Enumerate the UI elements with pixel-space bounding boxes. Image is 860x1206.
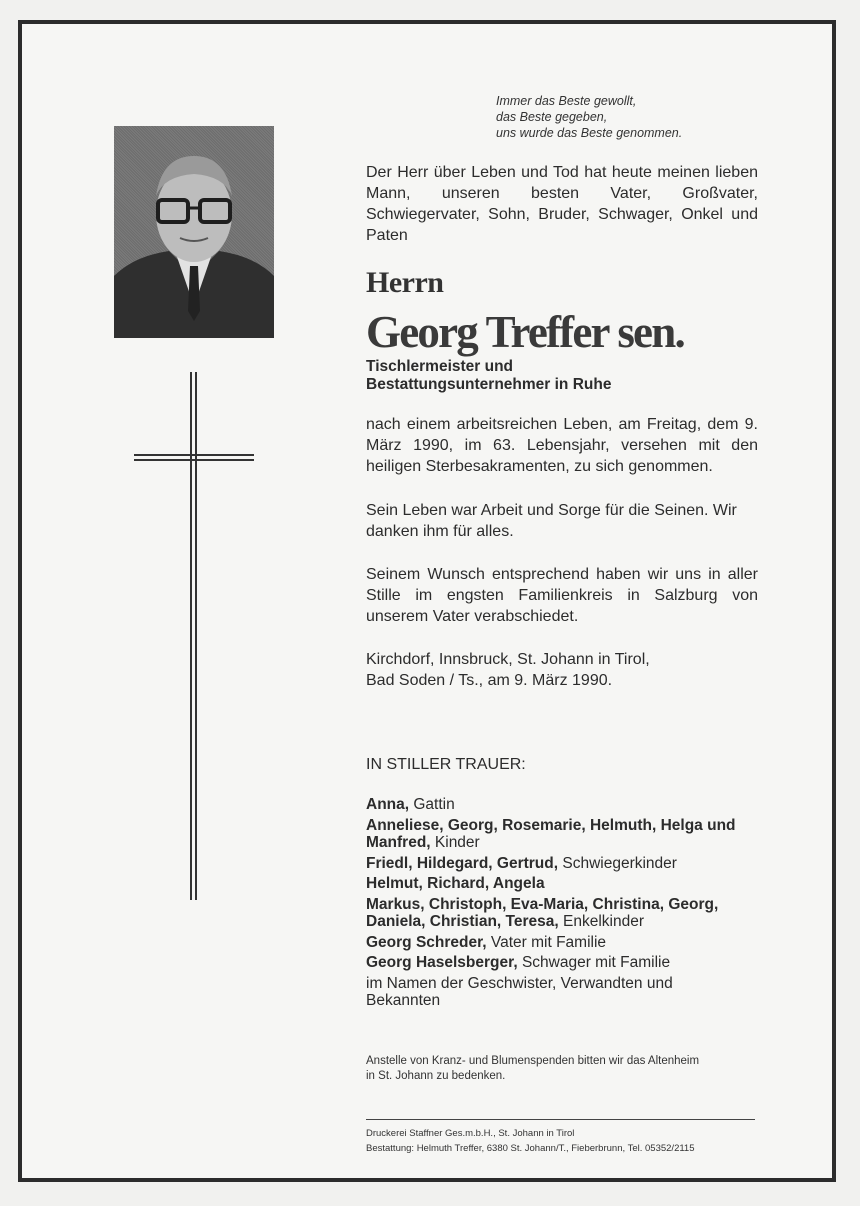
paragraph-text: Kirchdorf, Innsbruck, St. Johann in Tirol, Bad Soden / Ts., am 9. März 1990. [366,651,650,689]
profession [366,358,611,394]
mourner-relation: Kinder [434,834,480,851]
mourner-names: Anna, [366,796,410,813]
mourner-entry [366,934,766,952]
mourner-entry [366,896,766,931]
mourner-entry [366,796,766,814]
mourner-entry [366,975,686,1010]
intro-text: Der Herr über Leben und Tod hat heute meinen lieben Mann, unseren besten Vater, Großvater, Schwiegervater, Sohn, Bruder, Schwager, Onkel und Paten [366,164,758,244]
mourner-entry [366,954,766,972]
donation-note [366,1054,766,1084]
motto-line: Immer das Beste gewollt, [496,94,637,108]
motto [496,93,682,141]
cross-icon-bar [134,454,254,456]
mourner-relation: Enkelkinder [563,913,644,930]
mourner-names: Georg Haselsberger, [366,954,518,971]
mourning-heading: IN STILLER TRAUER: [366,756,526,773]
thanks-paragraph [366,500,758,542]
cross-icon-line [195,372,197,900]
mourner-relation: Schwiegerkinder [562,854,677,872]
deceased-name: Georg Treffer sen. [366,307,684,357]
motto-line: das Beste gegeben, [496,110,608,124]
note-line: in St. Johann zu bedenken. [366,1070,506,1082]
footer-divider [366,1119,755,1120]
cross-icon [190,372,192,900]
paragraph-text: Seinem Wunsch entsprechend haben wir uns in aller Stille im engsten Familienkreis in Salzburg von unserem Vater verabschiedet. [366,566,758,625]
mourner-relation: Gattin [413,796,455,813]
salutation: Herrn [366,266,444,299]
printer-info [366,1126,766,1156]
portrait-photo [114,126,274,338]
place-date-paragraph [366,649,666,691]
portrait-figure [114,126,274,338]
mourner-names: Anneliese, Georg, Rosemarie, Helmuth, Helga und Manfred, [366,816,736,851]
mourner-names: Helmut, Richard, Angela [366,875,545,892]
mourner-names: Georg Schreder, [366,933,487,951]
mourners-list [366,796,766,1013]
profession-line: Tischlermeister und [366,358,514,375]
mourner-relation: Schwager mit Familie [521,954,671,971]
cross-icon-bar [134,459,254,461]
paragraph-text: Sein Leben war Arbeit und Sorge für die Seinen. Wir danken ihm für alles. [366,502,737,540]
printer-line: Druckerei Staffner Ges.m.b.H., St. Johann in Tirol [366,1128,575,1139]
motto-line: uns wurde das Beste genommen. [496,126,683,140]
mourner-names: Markus, Christoph, Eva-Maria, Christina, Georg, Daniela, Christian, Teresa, [366,895,719,930]
mourner-relation: Vater mit Familie [490,933,607,951]
farewell-paragraph [366,564,758,627]
death-paragraph [366,414,758,477]
printer-line: Bestattung: Helmuth Treffer, 6380 St. Johann/T., Fieberbrunn, Tel. 05352/2115 [366,1143,695,1154]
mourner-entry [366,875,766,893]
mourner-entry [366,817,766,852]
profession-line: Bestattungsunternehmer in Ruhe [366,376,612,393]
mourner-entry [366,855,766,873]
intro-block [366,162,758,246]
paragraph-text: nach einem arbeitsreichen Leben, am Freitag, dem 9. März 1990, im 63. Lebensjahr, versehen mit den heiligen Sterbesakramenten, zu sich genommen. [366,416,758,475]
mourner-relation: im Namen der Geschwister, Verwandten und Bekannten [366,974,673,1009]
note-line: Anstelle von Kranz- und Blumenspenden bitten wir das Altenheim [366,1055,700,1067]
mourner-names: Friedl, Hildegard, Gertrud, [366,854,559,872]
